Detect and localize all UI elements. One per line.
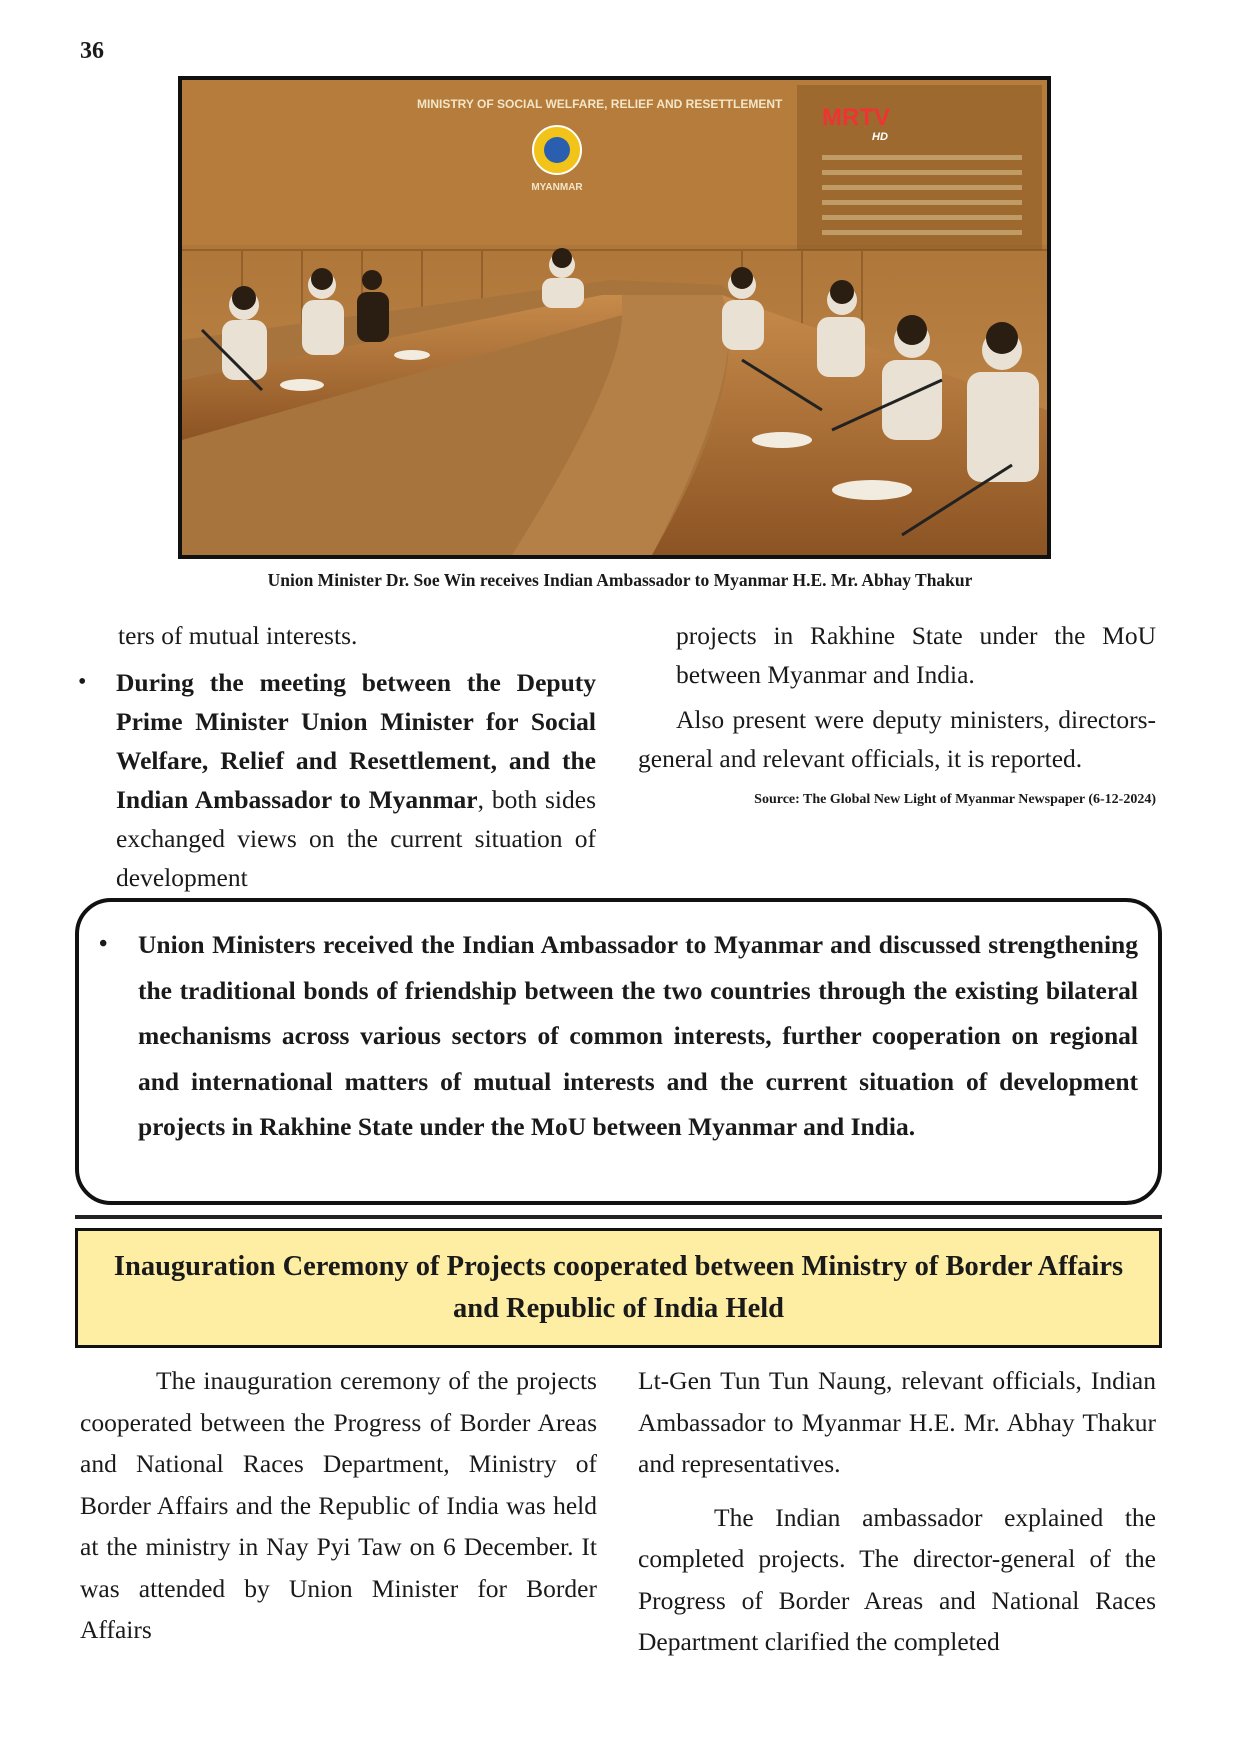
emblem-label: MYANMAR <box>531 182 583 193</box>
continued-text: ters of mutual interests. <box>118 621 358 650</box>
bullet-icon: • <box>99 931 108 957</box>
photo-caption: Union Minister Dr. Soe Win receives Indian Ambassador to Myanmar H.E. Mr. Abhay Thakur <box>267 570 973 590</box>
column-left-bottom <box>80 1360 597 1651</box>
highlight-box <box>75 898 1162 1205</box>
mrtv-hd-label: HD <box>872 131 888 143</box>
attendees-paragraph: Lt-Gen Tun Tun Naung, relevant officials, Indian Ambassador to Myanmar H.E. Mr. Abhay Thakur and representatives. <box>638 1366 1156 1478</box>
continued-paragraph: projects in Rakhine State under the MoU between Myanmar and India. <box>676 621 1156 689</box>
bullet-rest-text: , both sides exchanged views on the current situation of development <box>116 785 596 892</box>
section-divider <box>75 1215 1162 1219</box>
photo-header-text: MINISTRY OF SOCIAL WELFARE, RELIEF AND RESETTLEMENT <box>417 97 783 111</box>
column-right-top <box>638 616 1156 810</box>
section-title: Inauguration Ceremony of Projects cooperated between Ministry of Border Affairs and Republic of India Held <box>113 1251 1124 1324</box>
bullet-bold-text: During the meeting between the Deputy Prime Minister Union Minister for Social Welfare, Relief and Resettlement, and the Indian Ambassador to Myanmar <box>116 668 596 814</box>
explanation-paragraph: The Indian ambassador explained the completed projects. The director-general of the Progress of Border Areas and National Races Department clarified the completed <box>638 1502 1156 1656</box>
page-number: 36 <box>80 38 104 64</box>
meeting-photo <box>178 76 1051 559</box>
meeting-photo-illustration <box>182 80 1047 555</box>
bullet-item <box>78 663 596 897</box>
source-line: Source: The Global New Light of Myanmar Newspaper (6-12-2024) <box>754 792 1156 807</box>
section-title-banner <box>75 1228 1162 1348</box>
column-right-bottom <box>638 1360 1156 1663</box>
highlight-bullet <box>99 922 1138 1150</box>
bullet-paragraph <box>116 663 596 897</box>
highlight-text: Union Ministers received the Indian Ambassador to Myanmar and discussed strengthening the traditional bonds of friendship between the two countries through the existing bilateral mechanisms across various sectors of common interests, further cooperation on regional and international matters of mutual interests and the current situation of development projects in Rakhine State under the MoU between Myanmar and India. <box>138 930 1138 1141</box>
inauguration-paragraph: The inauguration ceremony of the projects cooperated between the Progress of Border Areas and National Races Department, Ministry of Border Affairs and the Republic of India was held at the ministry in Nay Pyi Taw on 6 December. It was attended by Union Minister for Border Affairs <box>80 1366 597 1644</box>
mrtv-watermark: MRTV <box>822 104 890 131</box>
column-left-top <box>78 616 596 897</box>
officials-paragraph: Also present were deputy ministers, directors-general and relevant officials, it is reported. <box>638 705 1156 773</box>
bullet-icon: • <box>78 669 87 695</box>
